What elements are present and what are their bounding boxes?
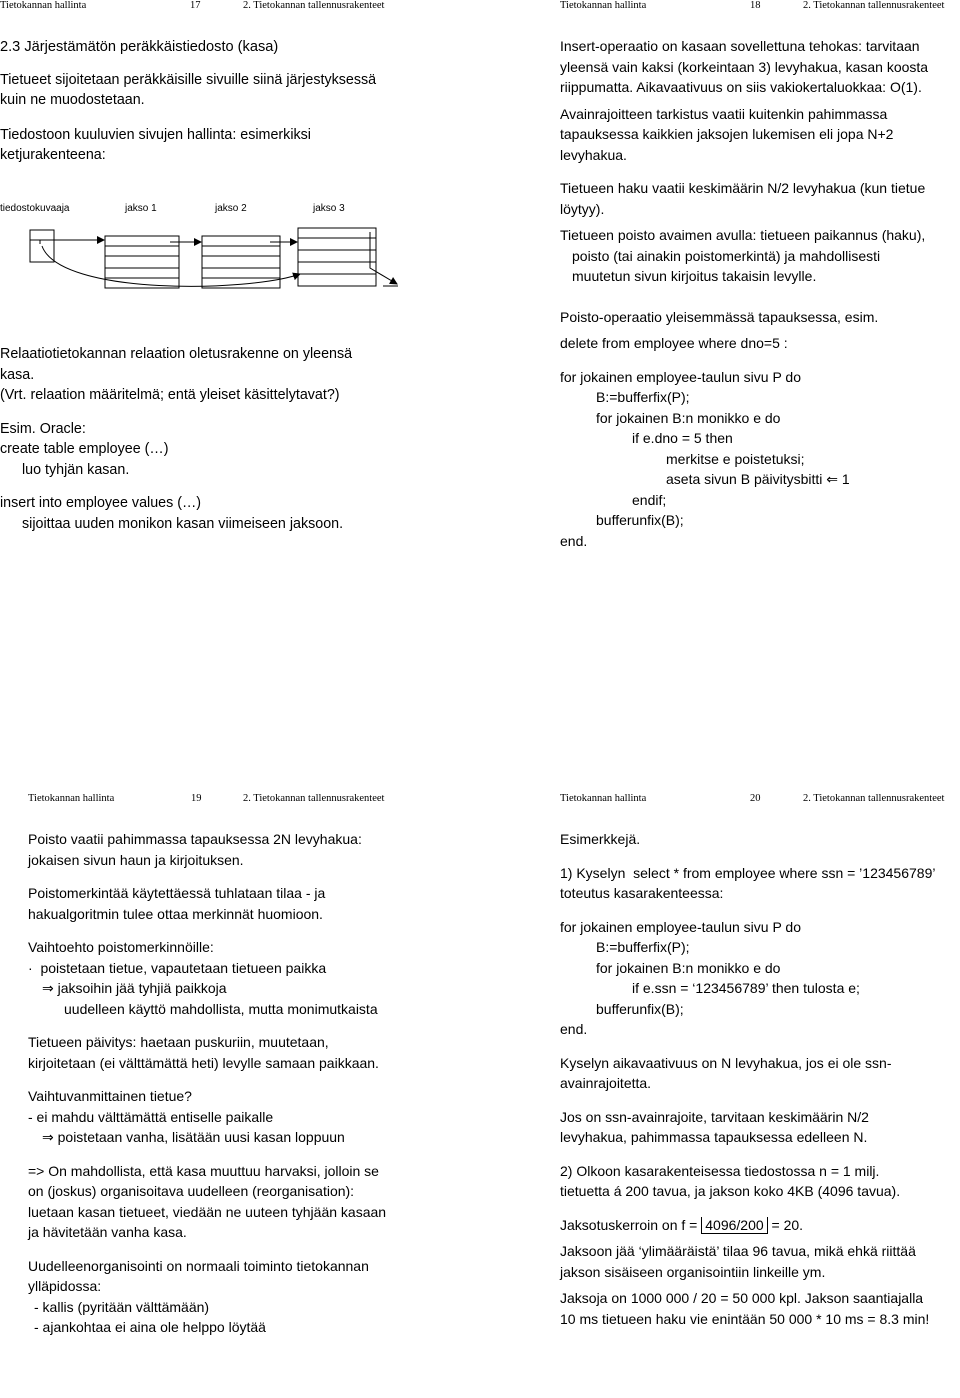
last-block-pointer bbox=[370, 232, 397, 284]
paragraph-line: muutetun sivun kirjoitus takaisin levylle. bbox=[572, 268, 817, 284]
floor-expression bbox=[701, 1217, 767, 1234]
header-chapter: 2. Tietokannan tallennusrakenteet bbox=[803, 793, 945, 804]
intro-line: Tietueet sijoitetaan peräkkäisille sivuille siinä järjestyksessä bbox=[0, 71, 377, 88]
pointer-arrow bbox=[42, 246, 300, 286]
list-item bbox=[28, 978, 428, 999]
code-text: aseta sivun B päivitysbitti bbox=[666, 471, 823, 487]
paragraph-line: Kyselyn aikavaativuus on N levyhakua, jos ei ole ssn- bbox=[560, 1054, 892, 1071]
paragraph-line: Esimerkkejä. bbox=[560, 831, 641, 847]
paragraph-line: levyhakua. bbox=[560, 146, 627, 163]
paragraph-line: kirjoitetaan (ei välttämättä heti) levylle samaan paikkaan. bbox=[28, 1054, 379, 1071]
paragraph-line: jokaisen sivun haun ja kirjoituksen. bbox=[28, 851, 244, 868]
intro-line: kuin ne muodostetaan. bbox=[0, 92, 145, 108]
paragraph-line: löytyy). bbox=[560, 200, 605, 217]
slide-heading: 2.3 Järjestämätön peräkkäistiedosto (kasa) bbox=[0, 39, 279, 55]
paragraph-line: Vaihtoehto poistomerkinnöille: bbox=[28, 939, 214, 955]
paragraph-line: on (joskus) organisoitava uudelleen (reorganisation): bbox=[28, 1183, 355, 1199]
insert-line: sijoittaa uuden monikon kasan viimeiseen jaksoon. bbox=[22, 515, 344, 532]
slide-header bbox=[28, 793, 428, 807]
paragraph-line: riippumatta. Aikavaativuus on siis vakiokertaluokkaa: O(1). bbox=[560, 79, 922, 95]
code-text: 1 bbox=[841, 471, 850, 487]
list-item-text: poistetaan vanha, lisätään uusi kasan loppuun bbox=[57, 1129, 345, 1145]
block-1-box bbox=[105, 236, 179, 288]
paragraph-line: 1) Kyselyn select * from employee where ssn = ’123456789’ bbox=[560, 864, 936, 881]
code-line: if e.dno = 5 then bbox=[632, 430, 733, 446]
paragraph-line: Uudelleenorganisointi on normaali toiminto tietokannan bbox=[28, 1257, 369, 1274]
paragraph-line: - kallis (pyritään välttämään) bbox=[34, 1298, 210, 1315]
list-item bbox=[28, 958, 428, 979]
relation-line: (Vrt. relaation määritelmä; entä yleiset käsittelytavat?) bbox=[0, 387, 340, 403]
label-block-1: jakso 1 bbox=[125, 203, 157, 214]
header-title: Tietokannan hallinta bbox=[560, 793, 647, 804]
slide-header bbox=[560, 0, 960, 14]
page-number: 18 bbox=[750, 0, 761, 11]
page-number: 20 bbox=[750, 793, 761, 804]
list-item-text: jaksoihin jää tyhjiä paikkoja bbox=[57, 980, 227, 996]
label-block-3: jakso 3 bbox=[313, 203, 345, 214]
paragraph-line: Poisto-operaatio yleisemmässä tapauksessa, esim. bbox=[560, 308, 879, 325]
oracle-line: create table employee (…) bbox=[0, 441, 169, 457]
paragraph-line: toteutus kasarakenteessa: bbox=[560, 885, 724, 901]
paragraph-line: jakson sisäiseen organisointiin linkeille ym. bbox=[560, 1263, 826, 1280]
page-number: 19 bbox=[191, 793, 202, 804]
oracle-line: Esim. Oracle: bbox=[0, 420, 86, 437]
formula-text: = 20. bbox=[767, 1216, 804, 1233]
paragraph-line: hakualgoritmin tulee ottaa merkinnät huomioon. bbox=[28, 905, 323, 922]
paragraph-line: Poistomerkintää käytettäessä tuhlataan tilaa - ja bbox=[28, 885, 326, 901]
header-chapter: 2. Tietokannan tallennusrakenteet bbox=[243, 0, 385, 11]
formula-line bbox=[560, 1215, 960, 1236]
code-line: for jokainen employee-taulun sivu P do bbox=[560, 368, 802, 385]
right-arrow-icon: ⇒ bbox=[42, 1129, 54, 1145]
list-item: uudelleen käyttö mahdollista, mutta monimutkaista bbox=[64, 1000, 378, 1017]
code-line bbox=[560, 469, 960, 490]
chain-diagram bbox=[0, 222, 400, 302]
paragraph-line: 2) Olkoon kasarakenteisessa tiedostossa n = 1 milj. bbox=[560, 1162, 880, 1179]
paragraph-line: tietuetta á 200 tavua, ja jakson koko 4KB (4096 tavua). bbox=[560, 1183, 901, 1199]
paragraph-line: ylläpidossa: bbox=[28, 1278, 102, 1294]
block-3-box bbox=[298, 228, 376, 286]
code-line: B:=bufferfix(P); bbox=[596, 389, 690, 405]
list-item bbox=[28, 1127, 428, 1148]
page-number: 17 bbox=[190, 0, 201, 11]
code-line: for jokainen B:n monikko e do bbox=[596, 959, 781, 976]
oracle-line: luo tyhjän kasan. bbox=[22, 461, 130, 478]
slide-20 bbox=[560, 793, 960, 1398]
paragraph-line: Poisto vaatii pahimmassa tapauksessa 2N levyhakua: bbox=[28, 831, 362, 847]
header-chapter: 2. Tietokannan tallennusrakenteet bbox=[243, 793, 385, 804]
insert-line: insert into employee values (…) bbox=[0, 495, 202, 511]
slide-17 bbox=[0, 0, 400, 700]
block-2-box bbox=[202, 236, 280, 288]
paragraph-line: Tietueen päivitys: haetaan puskuriin, muutetaan, bbox=[28, 1034, 329, 1050]
header-title: Tietokannan hallinta bbox=[28, 793, 115, 804]
left-arrow-icon: ⇐ bbox=[826, 471, 839, 487]
formula-text: 4096/200 bbox=[705, 1216, 764, 1233]
list-item-text: poistetaan tietue, vapautetaan tietueen paikka bbox=[40, 959, 327, 976]
paragraph-line: Jos on ssn-avainrajoite, tarvitaan keskimäärin N/2 bbox=[560, 1108, 869, 1125]
code-line: B:=bufferfix(P); bbox=[596, 939, 690, 955]
slide-19 bbox=[28, 793, 428, 1398]
code-line: for jokainen employee-taulun sivu P do bbox=[560, 918, 802, 935]
slide-header bbox=[560, 793, 960, 807]
diagram-labels bbox=[0, 203, 400, 217]
relation-line: Relaatiotietokannan relaation oletusrakenne on yleensä bbox=[0, 346, 353, 362]
paragraph-line: tapauksessa kaikkien jaksojen lukemisen eli jopa N+2 bbox=[560, 126, 894, 142]
header-chapter: 2. Tietokannan tallennusrakenteet bbox=[803, 0, 945, 11]
paragraph-line: Vaihtuvanmittainen tietue? bbox=[28, 1088, 192, 1104]
paragraph-line: avainrajoitetta. bbox=[560, 1075, 652, 1091]
code-line: for jokainen B:n monikko e do bbox=[596, 409, 781, 426]
paragraph-line: - ajankohtaa ei aina ole helppo löytää bbox=[34, 1319, 266, 1335]
paragraph-line: poisto (tai ainakin poistomerkintä) ja mahdollisesti bbox=[572, 247, 881, 264]
code-line: bufferunfix(B); bbox=[596, 512, 684, 528]
code-line: bufferunfix(B); bbox=[596, 1000, 684, 1017]
label-block-2: jakso 2 bbox=[215, 203, 247, 214]
paragraph-line: 10 ms tietueen haku vie enintään 50 000 * 10 ms = 8.3 min! bbox=[560, 1310, 930, 1327]
pages-text-line: ketjurakenteena: bbox=[0, 147, 106, 163]
code-line: merkitse e poistetuksi; bbox=[666, 450, 805, 467]
formula-text: Jaksotuskerroin on f = bbox=[560, 1216, 702, 1233]
label-file-descriptor: tiedostokuvaaja bbox=[0, 203, 70, 214]
header-title: Tietokannan hallinta bbox=[0, 0, 87, 11]
paragraph-line: Avainrajoitteen tarkistus vaatii kuitenkin pahimmassa bbox=[560, 105, 888, 122]
paragraph-line: luetaan kasan tietueet, viedään ne uuteen tyhjään kasaan bbox=[28, 1203, 387, 1220]
paragraph-line: delete from employee where dno=5 : bbox=[560, 335, 788, 351]
right-arrow-icon: ⇒ bbox=[42, 980, 54, 996]
code-line: if e.ssn = ‘123456789’ then tulosta e; bbox=[632, 980, 860, 996]
pages-text-line: Tiedostoon kuuluvien sivujen hallinta: esimerkiksi bbox=[0, 126, 311, 143]
header-title: Tietokannan hallinta bbox=[560, 0, 647, 11]
paragraph-line: Jaksoja on 1000 000 / 20 = 50 000 kpl. Jakson saantiajalla bbox=[560, 1290, 924, 1306]
paragraph-line: Tietueen haku vaatii keskimäärin N/2 levyhakua (kun tietue bbox=[560, 180, 926, 196]
pointer-arrow bbox=[40, 240, 104, 244]
paragraph-line: yleensä vain kaksi (korkeintaan 3) levyhakua, kasan koosta bbox=[560, 58, 929, 75]
bullet-icon: · bbox=[28, 959, 33, 976]
relation-line: kasa. bbox=[0, 366, 35, 383]
paragraph-line: ja hävitetään vanha kasa. bbox=[28, 1224, 187, 1240]
slide-header bbox=[0, 0, 400, 14]
code-line: endif; bbox=[632, 491, 667, 508]
paragraph-line: => On mahdollista, että kasa muuttuu harvaksi, jolloin se bbox=[28, 1162, 379, 1179]
code-line: end. bbox=[560, 532, 588, 549]
paragraph-line: Tietueen poisto avaimen avulla: tietueen paikannus (haku), bbox=[560, 227, 926, 243]
paragraph-line: Insert-operaatio on kasaan sovellettuna tehokas: tarvitaan bbox=[560, 38, 920, 54]
paragraph-line: Jaksoon jää ‘ylimääräistä’ tilaa 96 tavua, mikä ehkä riittää bbox=[560, 1243, 916, 1259]
paragraph-line: - ei mahdu välttämättä entiselle paikalle bbox=[28, 1108, 274, 1125]
code-line: end. bbox=[560, 1021, 588, 1037]
paragraph-line: levyhakua, pahimmassa tapauksessa edelleen N. bbox=[560, 1129, 868, 1145]
slide-18 bbox=[560, 0, 960, 700]
